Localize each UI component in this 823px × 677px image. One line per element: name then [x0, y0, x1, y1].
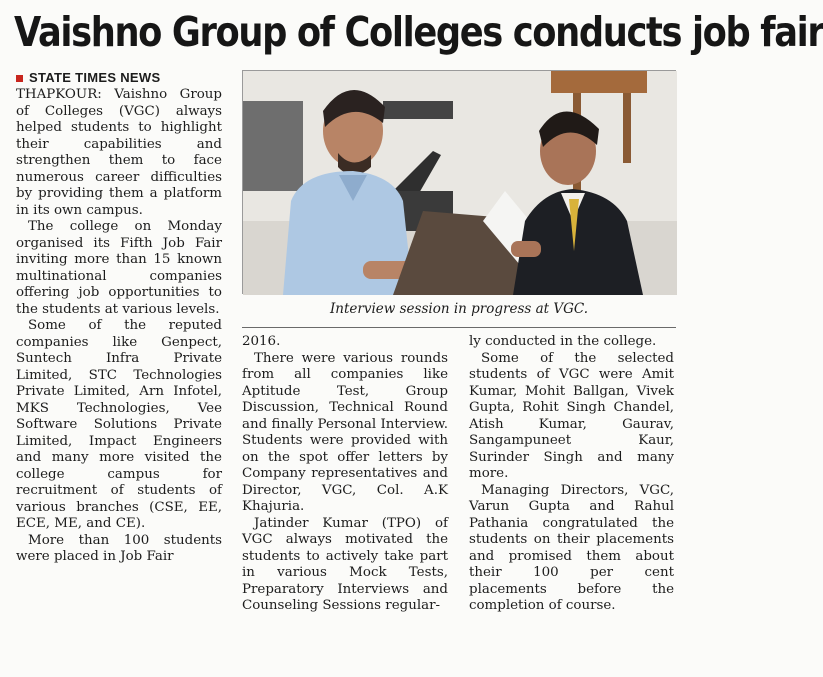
byline: [16, 70, 222, 86]
paragraph: 2016.: [242, 334, 281, 349]
byline-text: STATE TIMES NEWS: [29, 70, 161, 85]
paragraph: Some of the selected students of VGC were Amit Kumar, Mohit Ballgan, Vivek Gupta, Rohit Singh Chandel, Atish Kumar, Gaurav, Sangampuneet Kaur, Surinder Singh and many more.: [469, 350, 674, 481]
paragraph: THAPKOUR: Vaishno Group of Colleges (VGC) always helped students to highlight their capabilities and strengthen them to face numerous career difficulties by providing them a platform in its own campus.: [16, 87, 222, 218]
headline: Vaishno Group of Colleges conducts job fair: [14, 8, 823, 56]
article-column-1: [16, 70, 222, 566]
paragraph: There were various rounds from all companies like Aptitude Test, Group Discussion, Technical Round and finally Personal Interview. Students were provided with on the spot offer letters by Company representatives and Director, VGC, Col. A.K Khajuria.: [242, 350, 448, 514]
article-column-2: [242, 334, 448, 615]
byline-square-icon: [16, 75, 23, 82]
paragraph: The college on Monday organised its Fifth Job Fair inviting more than 15 known multinational companies offering job opportunities to the students at various levels.: [16, 219, 222, 317]
article-column-3: [469, 334, 674, 615]
photo-caption: Interview session in progress at VGC.: [329, 301, 589, 317]
paragraph: Managing Directors, VGC, Varun Gupta and Rahul Pathania congratulated the students on their placements and promised them about their 100 per cent placements before the completion of course.: [469, 482, 674, 613]
paragraph: Some of the reputed companies like Genpect, Suntech Infra Private Limited, STC Technologies Private Limited, Arn Infotel, MKS Technologies, Vee Software Solutions Private Limited, Impact Engineers and many more visited the college campus for recruitment of students of various branches (CSE, EE, ECE, ME, and CE).: [16, 318, 222, 531]
caption-divider: [242, 327, 676, 328]
paragraph: More than 100 students were placed in Job Fair: [16, 532, 222, 564]
paragraph: Jatinder Kumar (TPO) of VGC always motivated the students to actively take part in various Mock Tests, Preparatory Interviews and Counseling Sessions regular-: [242, 515, 448, 613]
interview-photo-illustration: [243, 71, 677, 295]
paragraph: ly conducted in the college.: [469, 334, 657, 349]
article-photo: [242, 70, 676, 294]
